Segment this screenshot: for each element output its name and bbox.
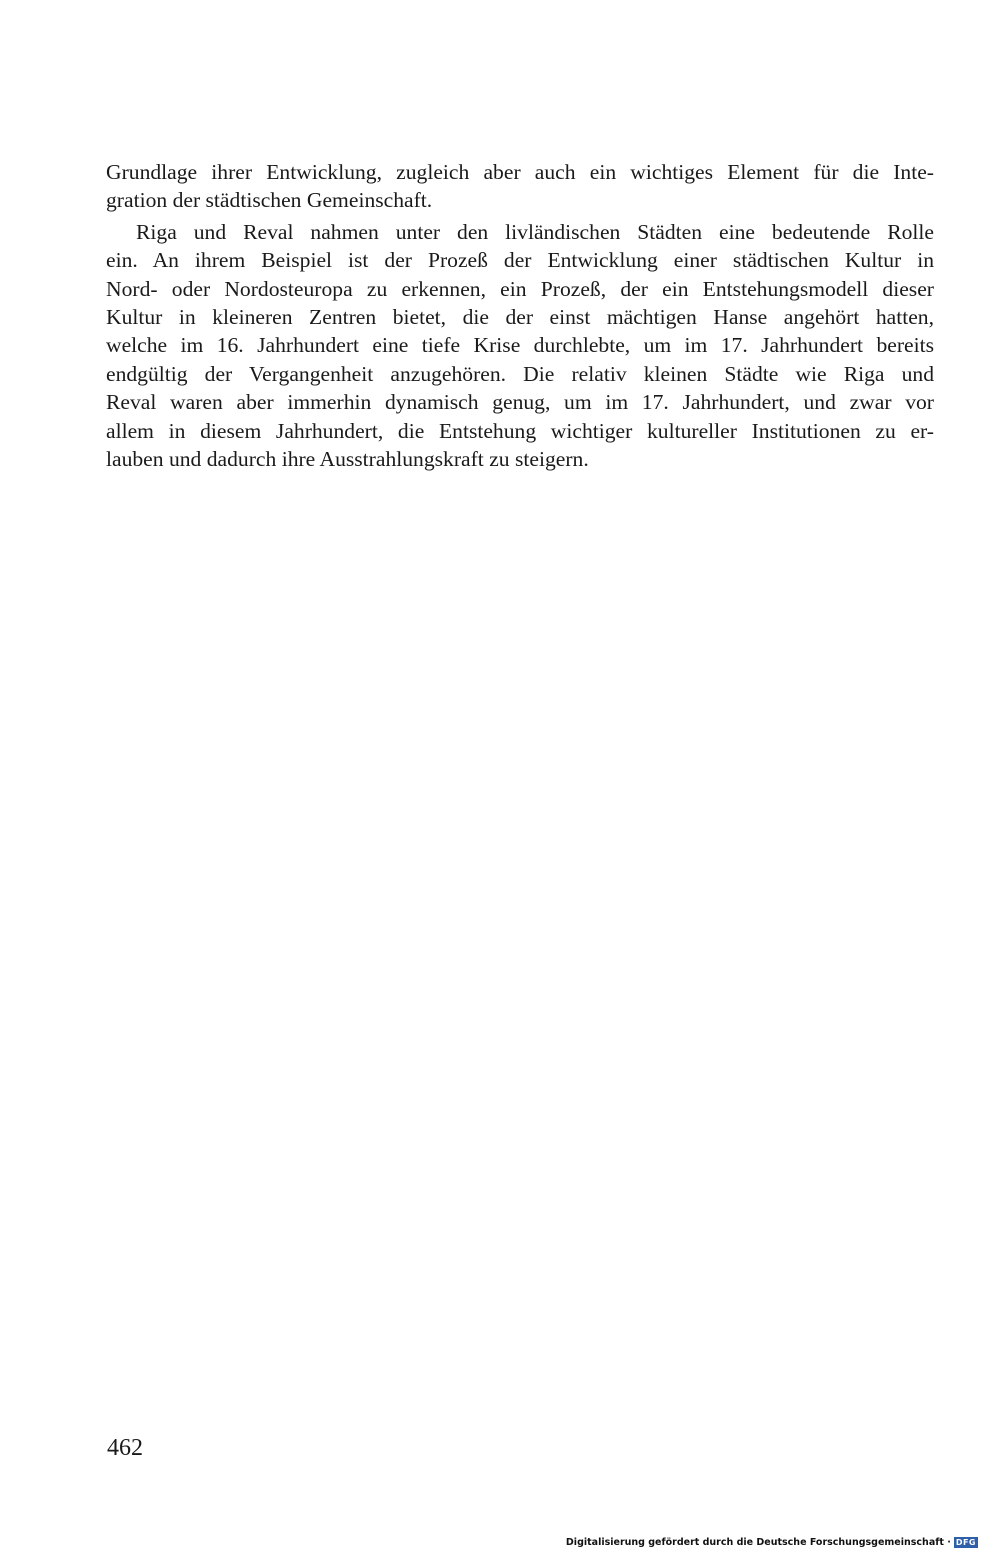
text-line: endgültig der Vergangenheit anzugehören. Die relativ kleinen Städte wie Riga und (106, 361, 934, 386)
footer-text: Digitalisierung gefördert durch die Deutsche Forschungsgemeinschaft · (565, 1537, 951, 1548)
text-line: Kultur in kleineren Zentren bietet, die der einst mächtigen Hanse angehört hatten, (106, 305, 934, 330)
text-line: ein. An ihrem Beispiel ist der Prozeß der Entwicklung einer städtischen Kultur in (106, 248, 934, 273)
text-line: allem in diesem Jahrhundert, die Entstehung wichtiger kultureller Institutionen zu er- (106, 418, 934, 443)
text-line: welche im 16. Jahrhundert eine tiefe Krise durchlebte, um im 17. Jahrhundert bereits (106, 333, 934, 358)
text-line: lauben und dadurch ihre Ausstrahlungskraft zu steigern. (106, 447, 589, 472)
text-line: Riga und Reval nahmen unter den livländischen Städten eine bedeutende Rolle (136, 219, 934, 244)
text-line: Nord- oder Nordosteuropa zu erkennen, ein Prozeß, der ein Entstehungsmodell dieser (106, 276, 934, 301)
digitization-footer (566, 1537, 978, 1548)
text-line: gration der städtischen Gemeinschaft. (106, 188, 433, 213)
text-line: Reval waren aber immerhin dynamisch genug, um im 17. Jahrhundert, und zwar vor (106, 390, 934, 415)
page-number: 462 (107, 1435, 143, 1461)
dfg-logo-icon: DFG (955, 1538, 976, 1547)
text-line: Grundlage ihrer Entwicklung, zugleich aber auch ein wichtiges Element für die Inte- (106, 160, 934, 184)
body-text (106, 158, 934, 473)
